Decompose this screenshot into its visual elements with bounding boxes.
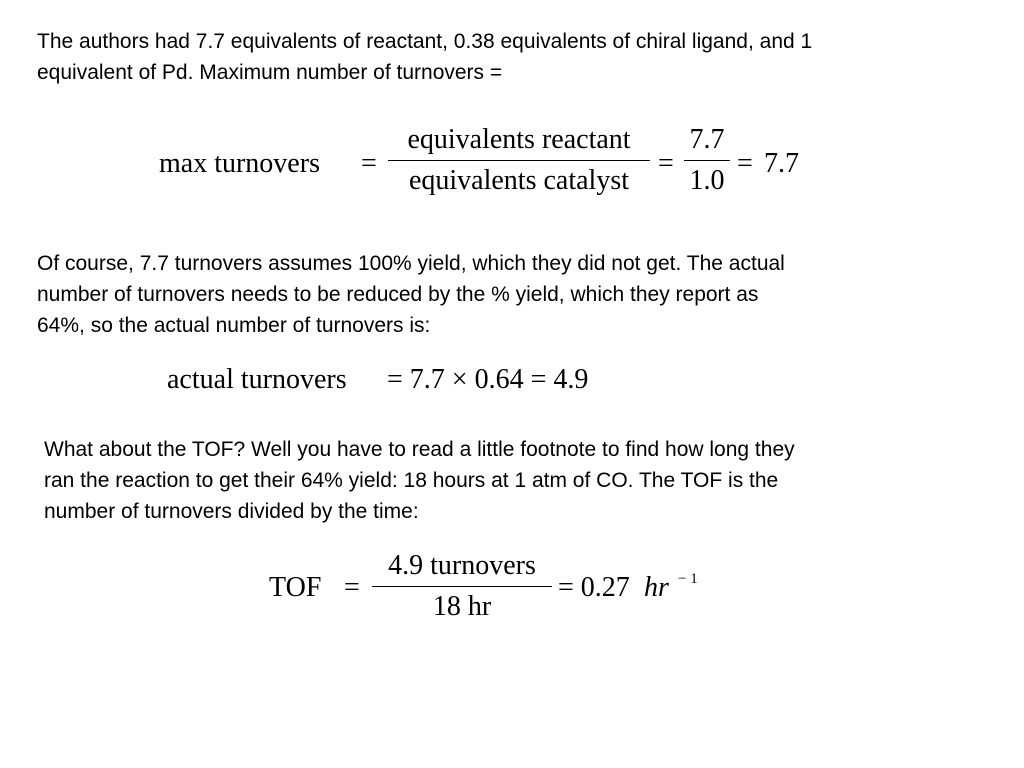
actual-turnovers-label: actual turnovers <box>167 364 347 395</box>
paragraph-tof-line-1: What about the TOF? Well you have to read a little footnote to find how long they <box>44 438 795 461</box>
tof-result-value: = 0.27 <box>558 572 630 603</box>
equals-sign: = <box>361 148 377 179</box>
paragraph-intro <box>37 26 812 88</box>
paragraph-intro-line-1: The authors had 7.7 equivalents of reactant, 0.38 equivalents of chiral ligand, and 1 <box>37 30 813 53</box>
tof-label: TOF <box>269 572 322 603</box>
fraction-denominator: 1.0 <box>689 165 725 197</box>
equation-result: 7.7 <box>764 148 799 179</box>
actual-turnovers-calculation: = 7.7 × 0.64 = 4.9 <box>387 364 589 395</box>
fraction-numeric <box>684 126 730 195</box>
paragraph-yield-line-1: Of course, 7.7 turnovers assumes 100% yield, which they did not get. The actual <box>37 252 785 275</box>
paragraph-yield-line-2: number of turnovers needs to be reduced by the % yield, which they report as <box>37 283 759 306</box>
fraction-denominator: 18 hr <box>432 591 492 623</box>
max-turnovers-label: max turnovers <box>159 148 320 179</box>
tof-unit-exponent: − 1 <box>678 571 698 587</box>
equals-sign: = <box>737 148 753 179</box>
paragraph-tof-line-2: ran the reaction to get their 64% yield: 18 hours at 1 atm of CO. The TOF is the <box>44 469 779 492</box>
fraction-bar <box>684 160 730 161</box>
fraction-bar <box>372 586 552 587</box>
fraction-denominator: equivalents catalyst <box>408 165 630 197</box>
paragraph-tof <box>44 434 795 527</box>
fraction-bar <box>388 160 650 161</box>
equals-sign: = <box>658 148 674 179</box>
fraction-numerator: 7.7 <box>689 124 725 155</box>
paragraph-yield-line-3: 64%, so the actual number of turnovers is: <box>37 314 431 337</box>
paragraph-intro-line-2: equivalent of Pd. Maximum number of turnovers = <box>37 61 503 84</box>
tof-result-unit: hr <box>644 572 669 603</box>
equals-sign: = <box>344 572 360 603</box>
paragraph-tof-line-3: number of turnovers divided by the time: <box>44 500 419 523</box>
paragraph-yield <box>37 248 785 341</box>
fraction-numerator: 4.9 turnovers <box>388 550 536 581</box>
fraction-numerator: equivalents reactant <box>407 124 631 155</box>
fraction-tof <box>372 552 552 621</box>
fraction-equivalents <box>388 126 650 195</box>
